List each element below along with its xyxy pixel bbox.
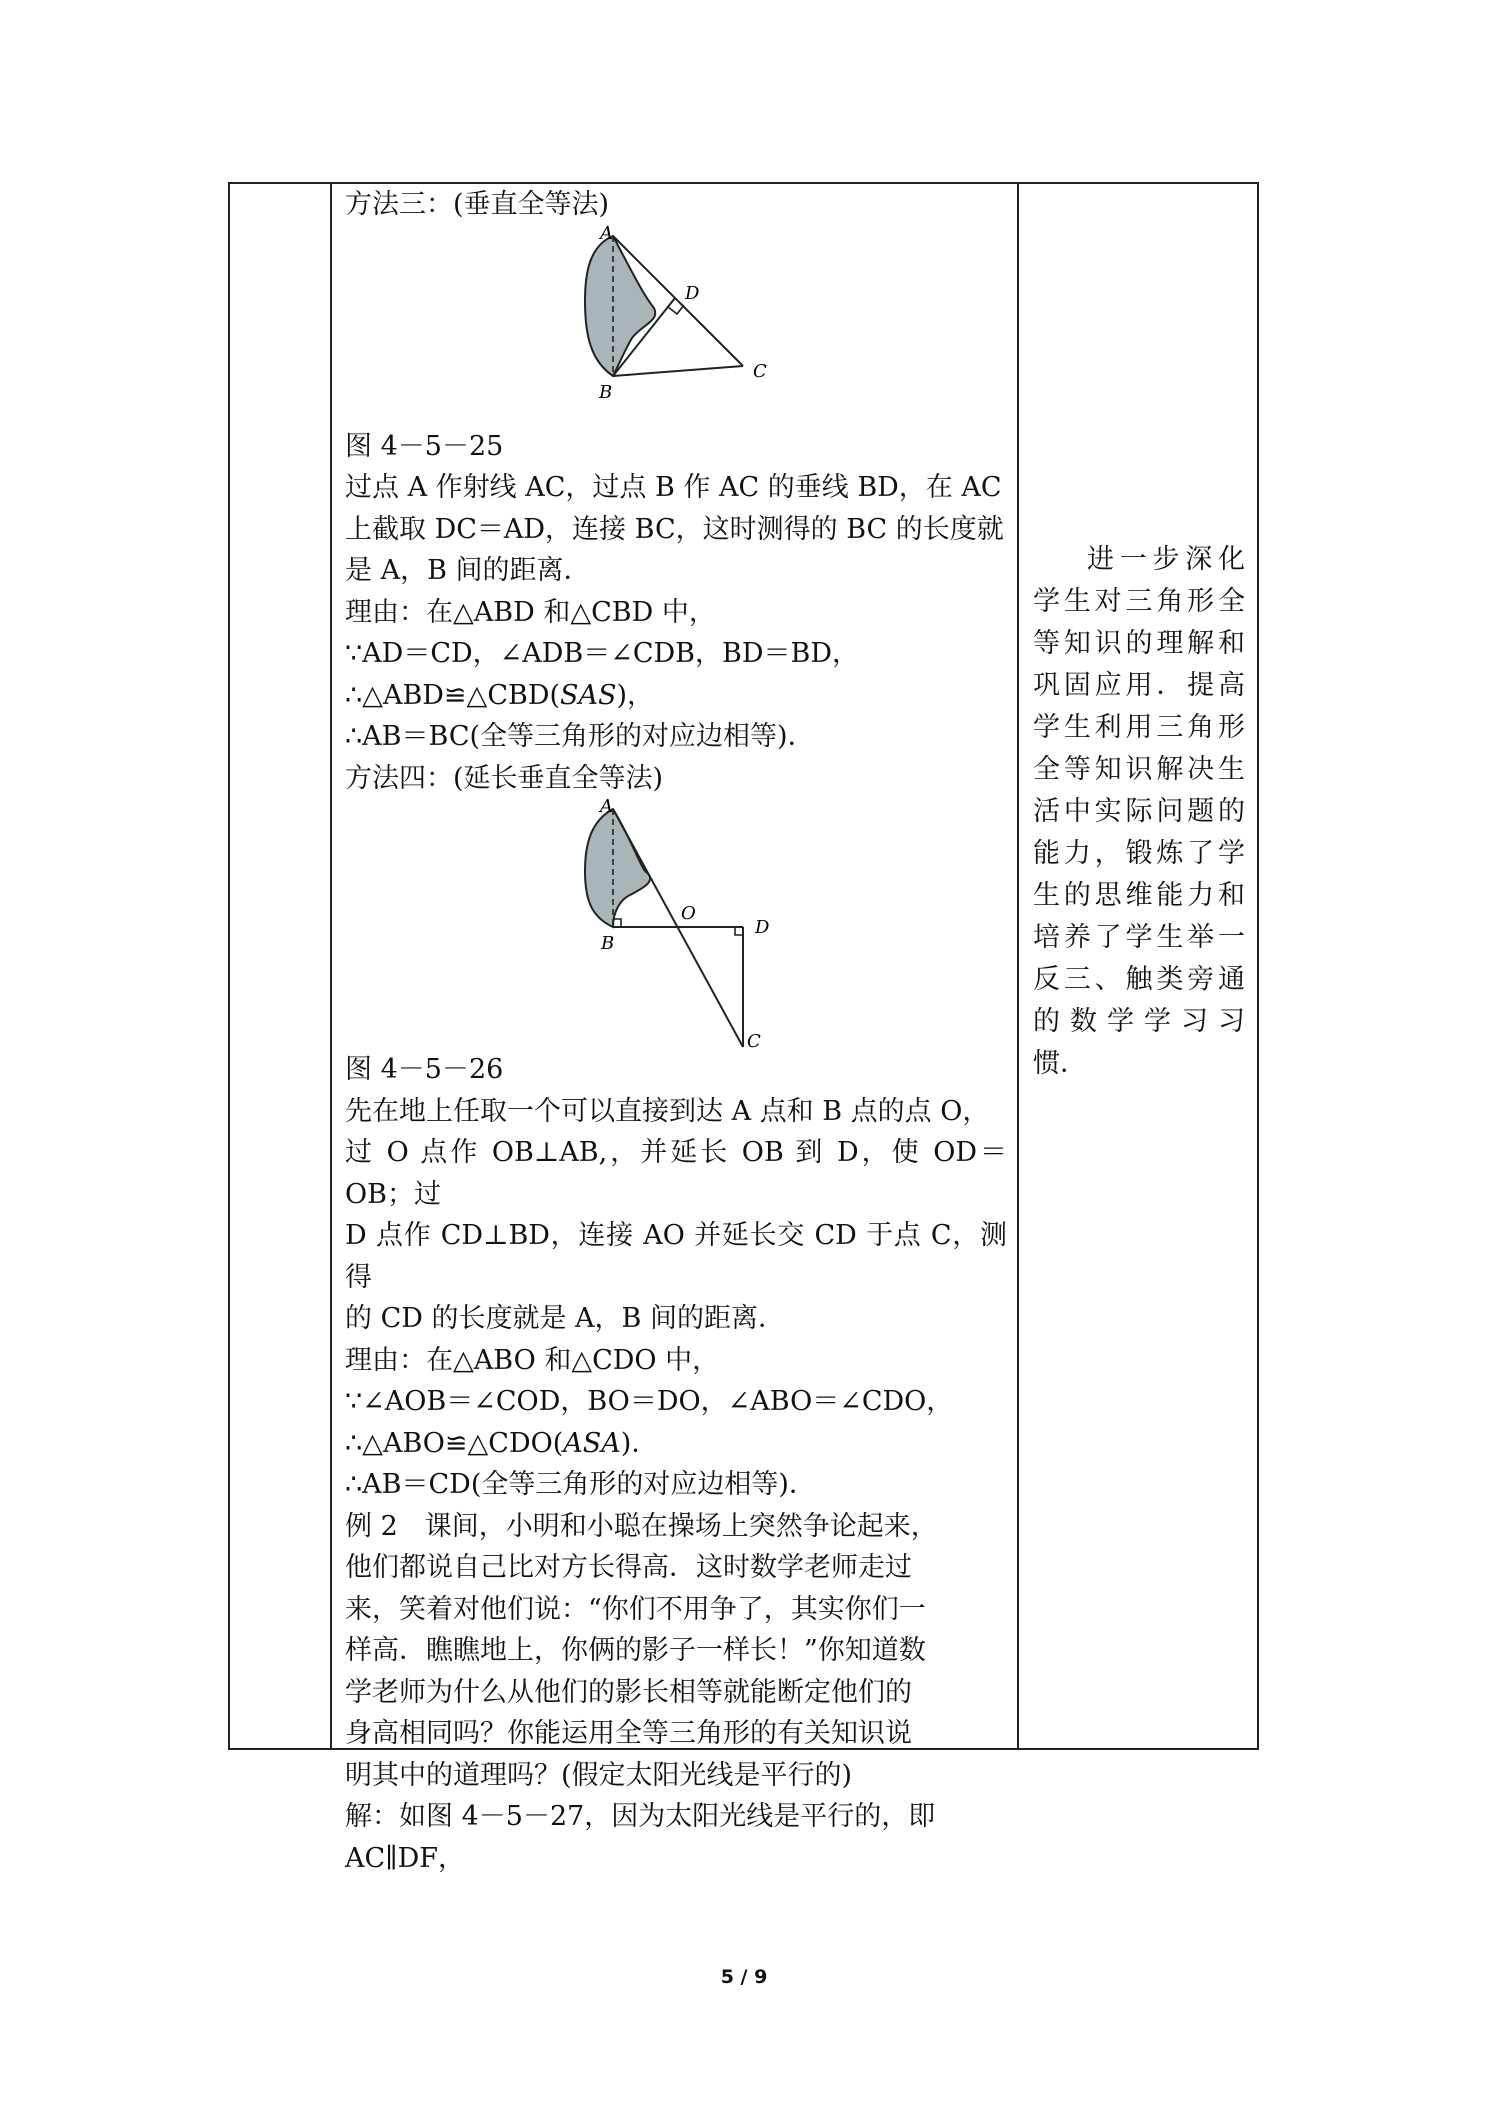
solution-line: 解：如图 4－5－27，因为太阳光线是平行的，即 [345, 1801, 936, 1832]
method3-line: 过点 A 作射线 AC，过点 B 作 AC 的垂线 BD，在 AC [345, 472, 1002, 503]
example2-line: 例 2 课间，小明和小聪在操场上突然争论起来， [345, 1510, 938, 1542]
page-number: 5 / 9 [720, 1966, 768, 1988]
right-angle-mark-d [668, 305, 684, 314]
method4-line: 过 O 点作 OB⊥AB,，并延长 OB 到 D，使 OD＝OB；过 [345, 1137, 1007, 1210]
figure-4-5-25-diagram [345, 226, 1007, 426]
figure-4-5-25 [345, 226, 1007, 426]
figure-4-5-26-diagram [345, 799, 1007, 1049]
method4-line: ∵∠AOB＝∠COD，BO＝DO，∠ABO＝∠CDO， [345, 1386, 954, 1417]
example2-line: 身高相同吗？你能运用全等三角形的有关知识说 [345, 1718, 912, 1749]
method3-conclusion: ∴AB＝BC(全等三角形的对应边相等)． [345, 721, 815, 752]
example2-line: 学老师为什么从他们的影长相等就能断定他们的 [345, 1676, 912, 1708]
fig2-label-c: C [747, 1031, 761, 1049]
method4-title: 方法四：(延长垂直全等法) [345, 762, 664, 794]
method3-line: ∵AD＝CD，∠ADB＝∠CDB，BD＝BD， [345, 638, 859, 669]
method4-line: 的 CD 的长度就是 A，B 间的距离． [345, 1303, 785, 1334]
fig1-label-d: D [685, 282, 700, 304]
right-angle-mark-d [735, 927, 743, 935]
figure-4-5-26 [345, 799, 1007, 1049]
method4-conclusion: ∴AB＝CD(全等三角形的对应边相等)． [345, 1469, 816, 1500]
example2-line: 来，笑着对他们说：“你们不用争了，其实你们一 [345, 1593, 926, 1625]
segment-bc [613, 366, 743, 376]
design-intent-note: 进一步深化学生对三角形全等知识的理解和巩固应用．提高学生利用三角形全等知识解决生活中实际问题的能力，锻炼了学生的思维能力和培养了学生举一反三、触类旁通的数学学习习惯． [1033, 544, 1245, 1079]
solution-line: AC∥DF， [345, 1842, 466, 1874]
fig1-label-b: B [599, 381, 613, 403]
fig1-label-c: C [753, 360, 767, 382]
method4-line: 先在地上任取一个可以直接到达 A 点和 B 点的点 O， [345, 1095, 990, 1127]
method4-congruence: ∴△ABO≌△CDO(ASA)． [345, 1427, 659, 1459]
method3-title: 方法三：(垂直全等法) [345, 189, 610, 220]
example2-line: 明其中的道理吗？(假定太阳光线是平行的) [345, 1759, 853, 1791]
teaching-content-cell [333, 184, 1019, 1874]
fig1-label-a: A [600, 225, 613, 244]
method3-line: 是 A，B 间的距离． [345, 555, 591, 586]
fig2-label-d: D [755, 917, 770, 938]
fig2-label-a: A [600, 799, 613, 817]
method4-line: D 点作 CD⊥BD，连接 AO 并延长交 CD 于点 C，测得 [345, 1220, 1007, 1293]
fig2-label-b: B [601, 933, 615, 954]
pond-shape [585, 236, 655, 376]
lesson-table [228, 182, 1259, 1874]
figure-4-5-26-caption: 图 4－5－26 [345, 1054, 504, 1085]
fig2-label-o: O [681, 903, 696, 924]
method4-line: 理由：在△ABO 和△CDO 中， [345, 1344, 720, 1376]
method3-congruence: ∴△ABD≌△CBD(SAS)， [345, 679, 655, 711]
example2-line: 他们都说自己比对方长得高．这时数学老师走过 [345, 1552, 912, 1583]
method3-line: 理由：在△ABD 和△CBD 中， [345, 596, 716, 628]
column-divider-left [330, 184, 332, 1748]
pond-shape [585, 809, 650, 927]
method3-line: 上截取 DC＝AD，连接 BC，这时测得的 BC 的长度就 [345, 513, 1004, 545]
example2-line: 样高．瞧瞧地上，你俩的影子一样长！”你知道数 [345, 1635, 926, 1666]
figure-4-5-25-caption: 图 4－5－25 [345, 430, 504, 462]
